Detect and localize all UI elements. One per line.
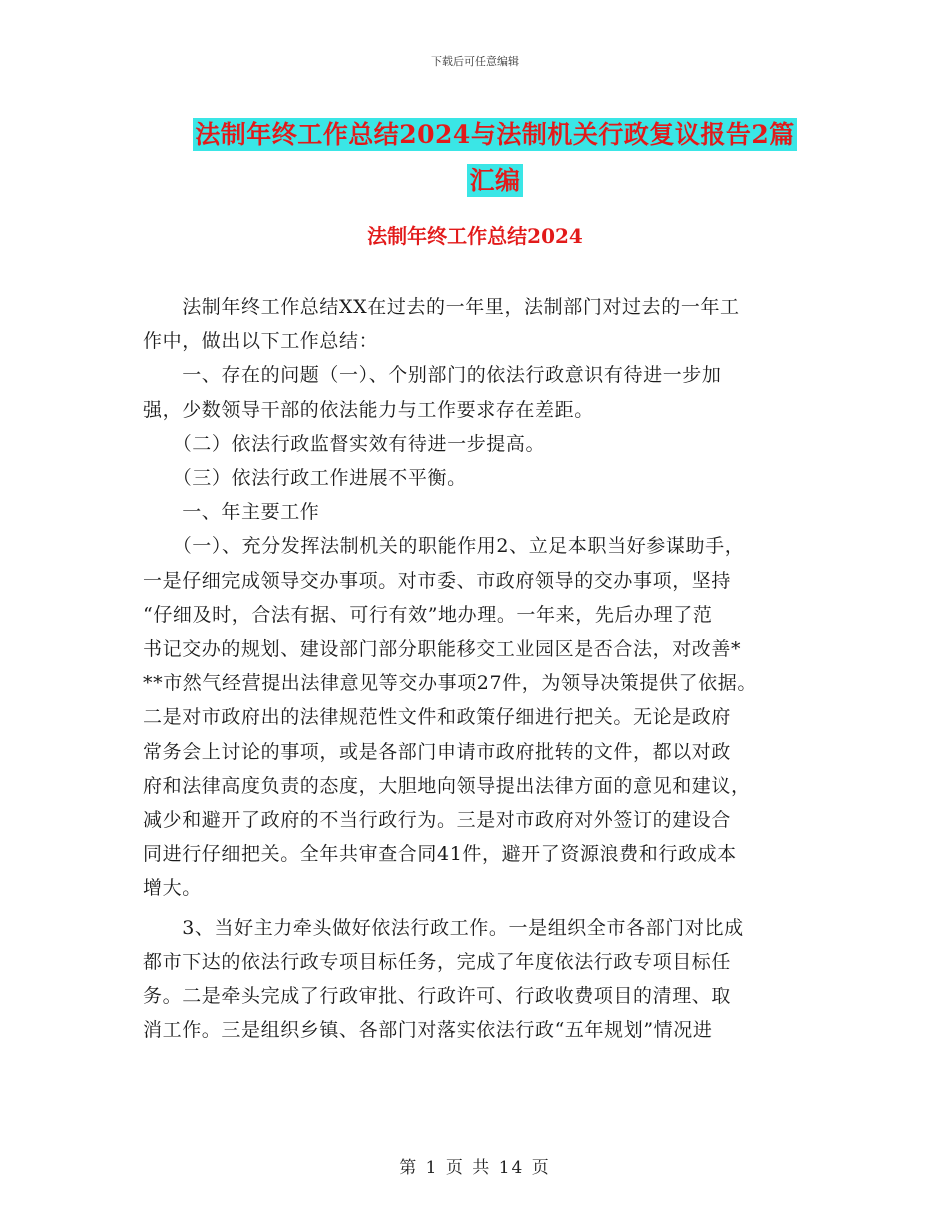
section-title: 法制年终工作总结2024 <box>367 224 583 248</box>
text-line: 法制年终工作总结XX在过去的一年里，法制部门对过去的一年工 <box>143 296 740 318</box>
text-line: 一、存在的问题（一）、个别部门的依法行政意识有待进一步加 <box>143 364 722 387</box>
document-title-line-1: 法制年终工作总结2024与法制机关行政复议报告2篇 <box>195 120 795 149</box>
text-line: 强，少数领导干部的依法能力与工作要求存在差距。 <box>143 398 594 421</box>
text-line: 消工作。三是组织乡镇、各部门对落实依法行政“五年规划”情况进 <box>143 1019 713 1042</box>
text-line: 都市下达的依法行政专项目标任务，完成了年度依法行政专项目标任 <box>143 950 732 973</box>
text-line: “仔细及时，合法有据、可行有效”地办理。一年来，先后办理了范 <box>143 603 713 626</box>
body-text <box>143 290 813 1047</box>
text-line: 作中，做出以下工作总结： <box>143 330 379 353</box>
text-line: （一）、充分发挥法制机关的职能作用2、立足本职当好参谋助手， <box>143 535 745 558</box>
text-line: 一是仔细完成领导交办事项。对市委、市政府领导的交办事项，坚持 <box>143 569 732 592</box>
text-line: 3、当好主力牵头做好依法行政工作。一是组织全市各部门对比成 <box>143 916 744 939</box>
text-line: 减少和避开了政府的不当行政行为。三是对市政府对外签订的建设合 <box>143 809 732 832</box>
document-title-line-2: 汇编 <box>469 166 521 195</box>
header-note: 下载后可任意编辑 <box>431 55 519 68</box>
text-line: 二是对市政府出的法律规范性文件和政策仔细进行把关。无论是政府 <box>143 706 732 729</box>
text-line: 府和法律高度负责的态度，大胆地向领导提出法律方面的意见和建议， <box>143 774 751 797</box>
text-line: 一、年主要工作 <box>143 501 320 524</box>
text-line: 务。二是牵头完成了行政审批、行政许可、行政收费项目的清理、取 <box>143 985 732 1008</box>
text-line: 增大。 <box>143 877 202 900</box>
text-line: 同进行仔细把关。全年共审查合同41件，避开了资源浪费和行政成本 <box>143 843 737 866</box>
text-line: 书记交办的规划、建设部门部分职能移交工业园区是否合法，对改善* <box>143 638 742 661</box>
text-line: （二）依法行政监督实效有待进一步提高。 <box>143 432 546 455</box>
text-line: （三）依法行政工作进展不平衡。 <box>143 467 467 490</box>
document-title <box>120 112 870 204</box>
text-line: **市然气经营提出法律意见等交办事项27件，为领导决策提供了依据。 <box>143 672 757 695</box>
page-footer: 第 1 页 共 14 页 <box>399 1158 551 1178</box>
text-line: 常务会上讨论的事项，或是各部门申请市政府批转的文件，都以对政 <box>143 740 732 763</box>
